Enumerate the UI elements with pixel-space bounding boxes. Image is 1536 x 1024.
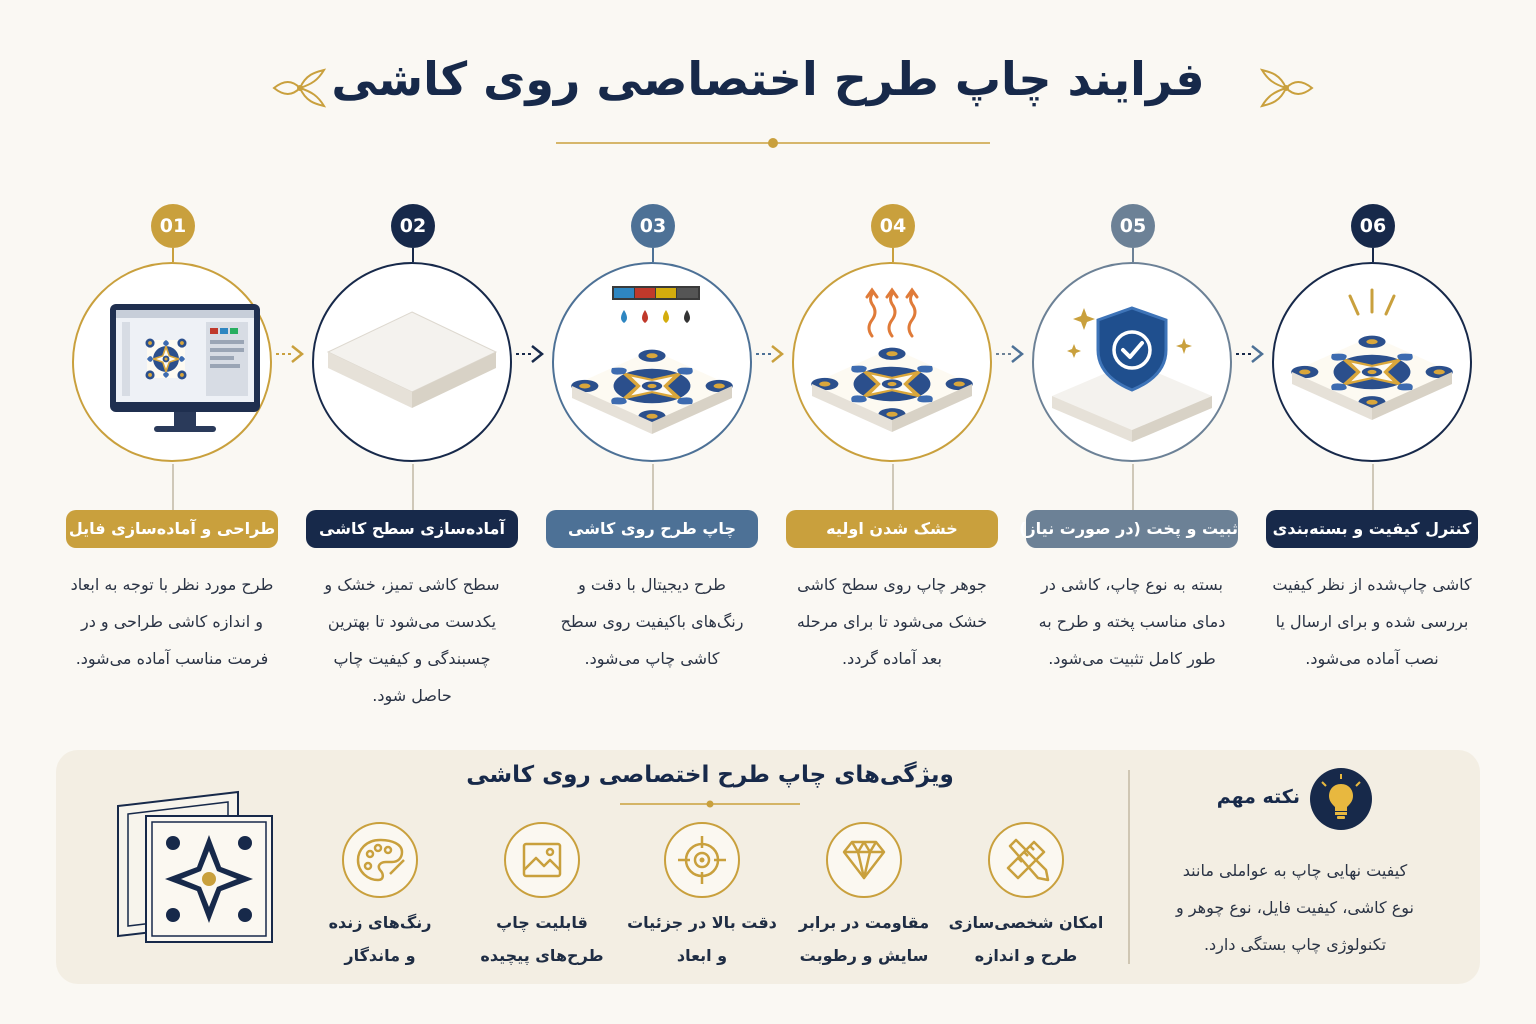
step-1 (58, 204, 286, 704)
note-title: نکته مهم (1216, 786, 1300, 808)
step-number: 02 (391, 204, 435, 248)
arrow-right-icon (274, 342, 308, 366)
desc-line: کاشی چاپ‌شده از نظر کیفیت (1272, 575, 1472, 594)
feature-label: رنگ‌های زنده (328, 913, 432, 932)
title-ornament-right-icon (1258, 66, 1316, 110)
step-connector (1372, 464, 1374, 510)
feature-precision (622, 822, 782, 972)
desc-line: خشک می‌شود تا برای مرحله (796, 612, 988, 631)
features-divider (620, 800, 800, 808)
step-number: 04 (871, 204, 915, 248)
note-line: تکنولوژی چاپ بستگی دارد. (1203, 935, 1387, 954)
step-illustration (792, 262, 992, 462)
finished-tile-icon (1274, 264, 1470, 460)
step-description (58, 566, 286, 677)
feature-label: قابلیت چاپ (496, 913, 588, 932)
palette-icon (342, 822, 418, 898)
feature-label: امکان شخصی‌سازی (948, 913, 1104, 932)
desc-line: کاشی چاپ می‌شود. (584, 649, 720, 668)
step-description (778, 566, 1006, 677)
title-divider (556, 136, 990, 150)
ink-print-icon (554, 264, 750, 460)
desc-line: نصب آماده می‌شود. (1305, 649, 1439, 668)
feature-vivid-colors (300, 822, 460, 972)
desc-line: رنگ‌های باکیفیت روی سطح (560, 612, 744, 631)
tiles-illustration-icon (112, 786, 282, 948)
desc-line: بررسی شده و برای ارسال یا (1275, 612, 1469, 631)
desc-line: بعد آماده گردد. (842, 649, 942, 668)
feature-label: دقت بالا در جزئیات (627, 913, 777, 932)
step-connector (1372, 248, 1374, 262)
step-connector (892, 248, 894, 262)
heat-waves-icon (794, 264, 990, 460)
step-label: آماده‌سازی سطح کاشی (306, 510, 518, 548)
feature-label: مقاومت در برابر (798, 913, 930, 932)
lightbulb-icon (1310, 768, 1372, 830)
step-description (538, 566, 766, 677)
blank-tile-icon (314, 264, 510, 460)
step-connector (172, 464, 174, 510)
desc-line: و اندازه کاشی طراحی و در (80, 612, 264, 631)
step-number: 05 (1111, 204, 1155, 248)
feature-label: و ابعاد (676, 946, 728, 965)
feature-durability (784, 822, 944, 972)
step-connector (172, 248, 174, 262)
step-2 (298, 204, 526, 704)
step-number: 06 (1351, 204, 1395, 248)
desc-line: طور کامل تثبیت می‌شود. (1048, 649, 1216, 668)
desc-line: دمای مناسب پخته و طرح به (1038, 612, 1226, 631)
monitor-icon (74, 264, 270, 460)
arrow-right-icon (514, 342, 548, 366)
panel-divider (1128, 770, 1130, 964)
step-illustration (552, 262, 752, 462)
step-number: 03 (631, 204, 675, 248)
step-description (1258, 566, 1486, 677)
step-description (298, 566, 526, 714)
step-label: چاپ طرح روی کاشی (546, 510, 758, 548)
desc-line: طرح دیجیتال با دقت و (578, 575, 726, 594)
features-title: ویژگی‌های چاپ طرح اختصاصی روی کاشی (466, 762, 954, 788)
step-number: 01 (151, 204, 195, 248)
diamond-icon (826, 822, 902, 898)
step-6 (1258, 204, 1486, 704)
feature-label: طرح و اندازه (974, 946, 1078, 965)
feature-label: سایش و رطوبت (799, 946, 929, 965)
feature-customization (946, 822, 1106, 972)
shield-check-icon (1034, 264, 1230, 460)
step-connector (1132, 248, 1134, 262)
crosshair-icon (664, 822, 740, 898)
step-3 (538, 204, 766, 704)
note-text (1150, 852, 1440, 963)
desc-line: طرح مورد نظر با توجه به ابعاد (70, 575, 274, 594)
step-illustration (1272, 262, 1472, 462)
feature-complex-designs (462, 822, 622, 972)
step-4 (778, 204, 1006, 704)
step-description (1018, 566, 1246, 677)
step-illustration (72, 262, 272, 462)
desc-line: فرمت مناسب آماده می‌شود. (75, 649, 269, 668)
arrow-right-icon (994, 342, 1028, 366)
step-connector (412, 464, 414, 510)
desc-line: جوهر چاپ روی سطح کاشی (797, 575, 987, 594)
step-connector (412, 248, 414, 262)
arrow-right-icon (1234, 342, 1268, 366)
step-connector (652, 464, 654, 510)
step-connector (652, 248, 654, 262)
step-label: کنترل کیفیت و بسته‌بندی (1266, 510, 1478, 548)
step-illustration (1032, 262, 1232, 462)
pencil-ruler-icon (988, 822, 1064, 898)
note-line: نوع کاشی، کیفیت فایل، نوع چوهر و (1176, 898, 1414, 917)
step-5 (1018, 204, 1246, 704)
step-label: طراحی و آماده‌سازی فایل (66, 510, 278, 548)
step-label: ثبیت و پخت (در صورت نیاز) (1026, 510, 1238, 548)
desc-line: یکدست می‌شود تا بهترین (327, 612, 497, 631)
feature-label: و ماندگار (344, 946, 416, 965)
page-title: فرایند چاپ طرح اختصاصی روی کاشی (331, 52, 1205, 106)
image-icon (504, 822, 580, 898)
note-line: کیفیت نهایی چاپ به عواملی مانند (1182, 861, 1408, 880)
step-connector (1132, 464, 1134, 510)
desc-line: چسبندگی و کیفیت چاپ (333, 649, 491, 668)
desc-line: سطح کاشی تمیز، خشک و (324, 575, 500, 594)
arrow-right-icon (754, 342, 788, 366)
desc-line: بسته به نوع چاپ، کاشی در (1041, 575, 1223, 594)
step-label: خشک شدن اولیه (786, 510, 998, 548)
feature-label: طرح‌های پیچیده (480, 946, 604, 965)
step-illustration (312, 262, 512, 462)
step-connector (892, 464, 894, 510)
desc-line: حاصل شود. (372, 686, 452, 705)
